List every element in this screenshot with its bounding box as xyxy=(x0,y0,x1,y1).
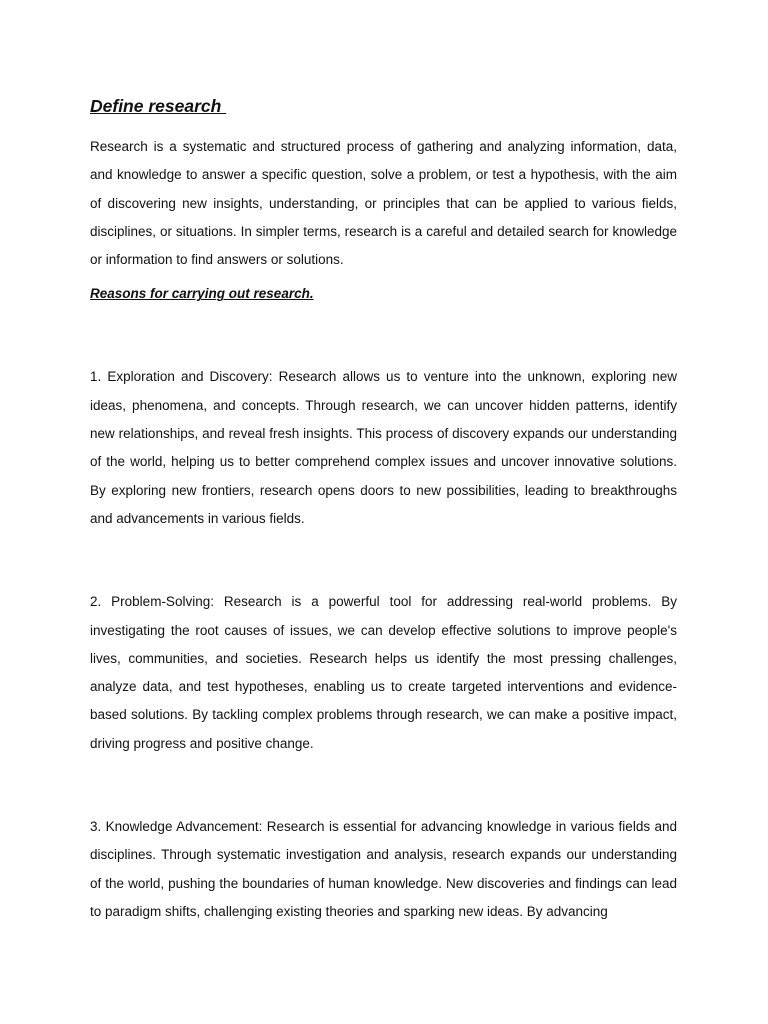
document-body xyxy=(90,92,677,926)
page-title: Define research xyxy=(90,96,227,116)
intro-paragraph: Research is a systematic and structured process of gathering and analyzing information, data, and knowledge to answer a specific question, solve a problem, or test a hypothesis, with the aim of discovering new insights, understanding, or principles that can be applied to various fields, disciplines, or situations. In simpler terms, research is a careful and detailed search for knowledge or information to find answers or solutions. xyxy=(90,139,677,268)
paragraph-knowledge-advancement: 3. Knowledge Advancement: Research is essential for advancing knowledge in various fields and disciplines. Through systematic investigation and analysis, research expands our understanding of the world, pushing the boundaries of human knowledge. New discoveries and findings can lead to paradigm shifts, challenging existing theories and sparking new ideas. By advancing xyxy=(90,819,677,919)
paragraph-problem-solving: 2. Problem-Solving: Research is a powerful tool for addressing real-world problems. By investigating the root causes of issues, we can develop effective solutions to improve people's lives, communities, and societies. Research helps us identify the most pressing challenges, analyze data, and test hypotheses, enabling us to create targeted interventions and evidence-based solutions. By tackling complex problems through research, we can make a positive impact, driving progress and positive change. xyxy=(90,594,677,751)
section-heading: Reasons for carrying out research. xyxy=(90,286,314,302)
paragraph-exploration: 1. Exploration and Discovery: Research allows us to venture into the unknown, exploring new ideas, phenomena, and concepts. Through research, we can uncover hidden patterns, identify new relationships, and reveal fresh insights. This process of discovery expands our understanding of the world, helping us to better comprehend complex issues and uncover innovative solutions. By exploring new frontiers, research opens doors to new possibilities, leading to breakthroughs and advancements in various fields. xyxy=(90,369,677,526)
